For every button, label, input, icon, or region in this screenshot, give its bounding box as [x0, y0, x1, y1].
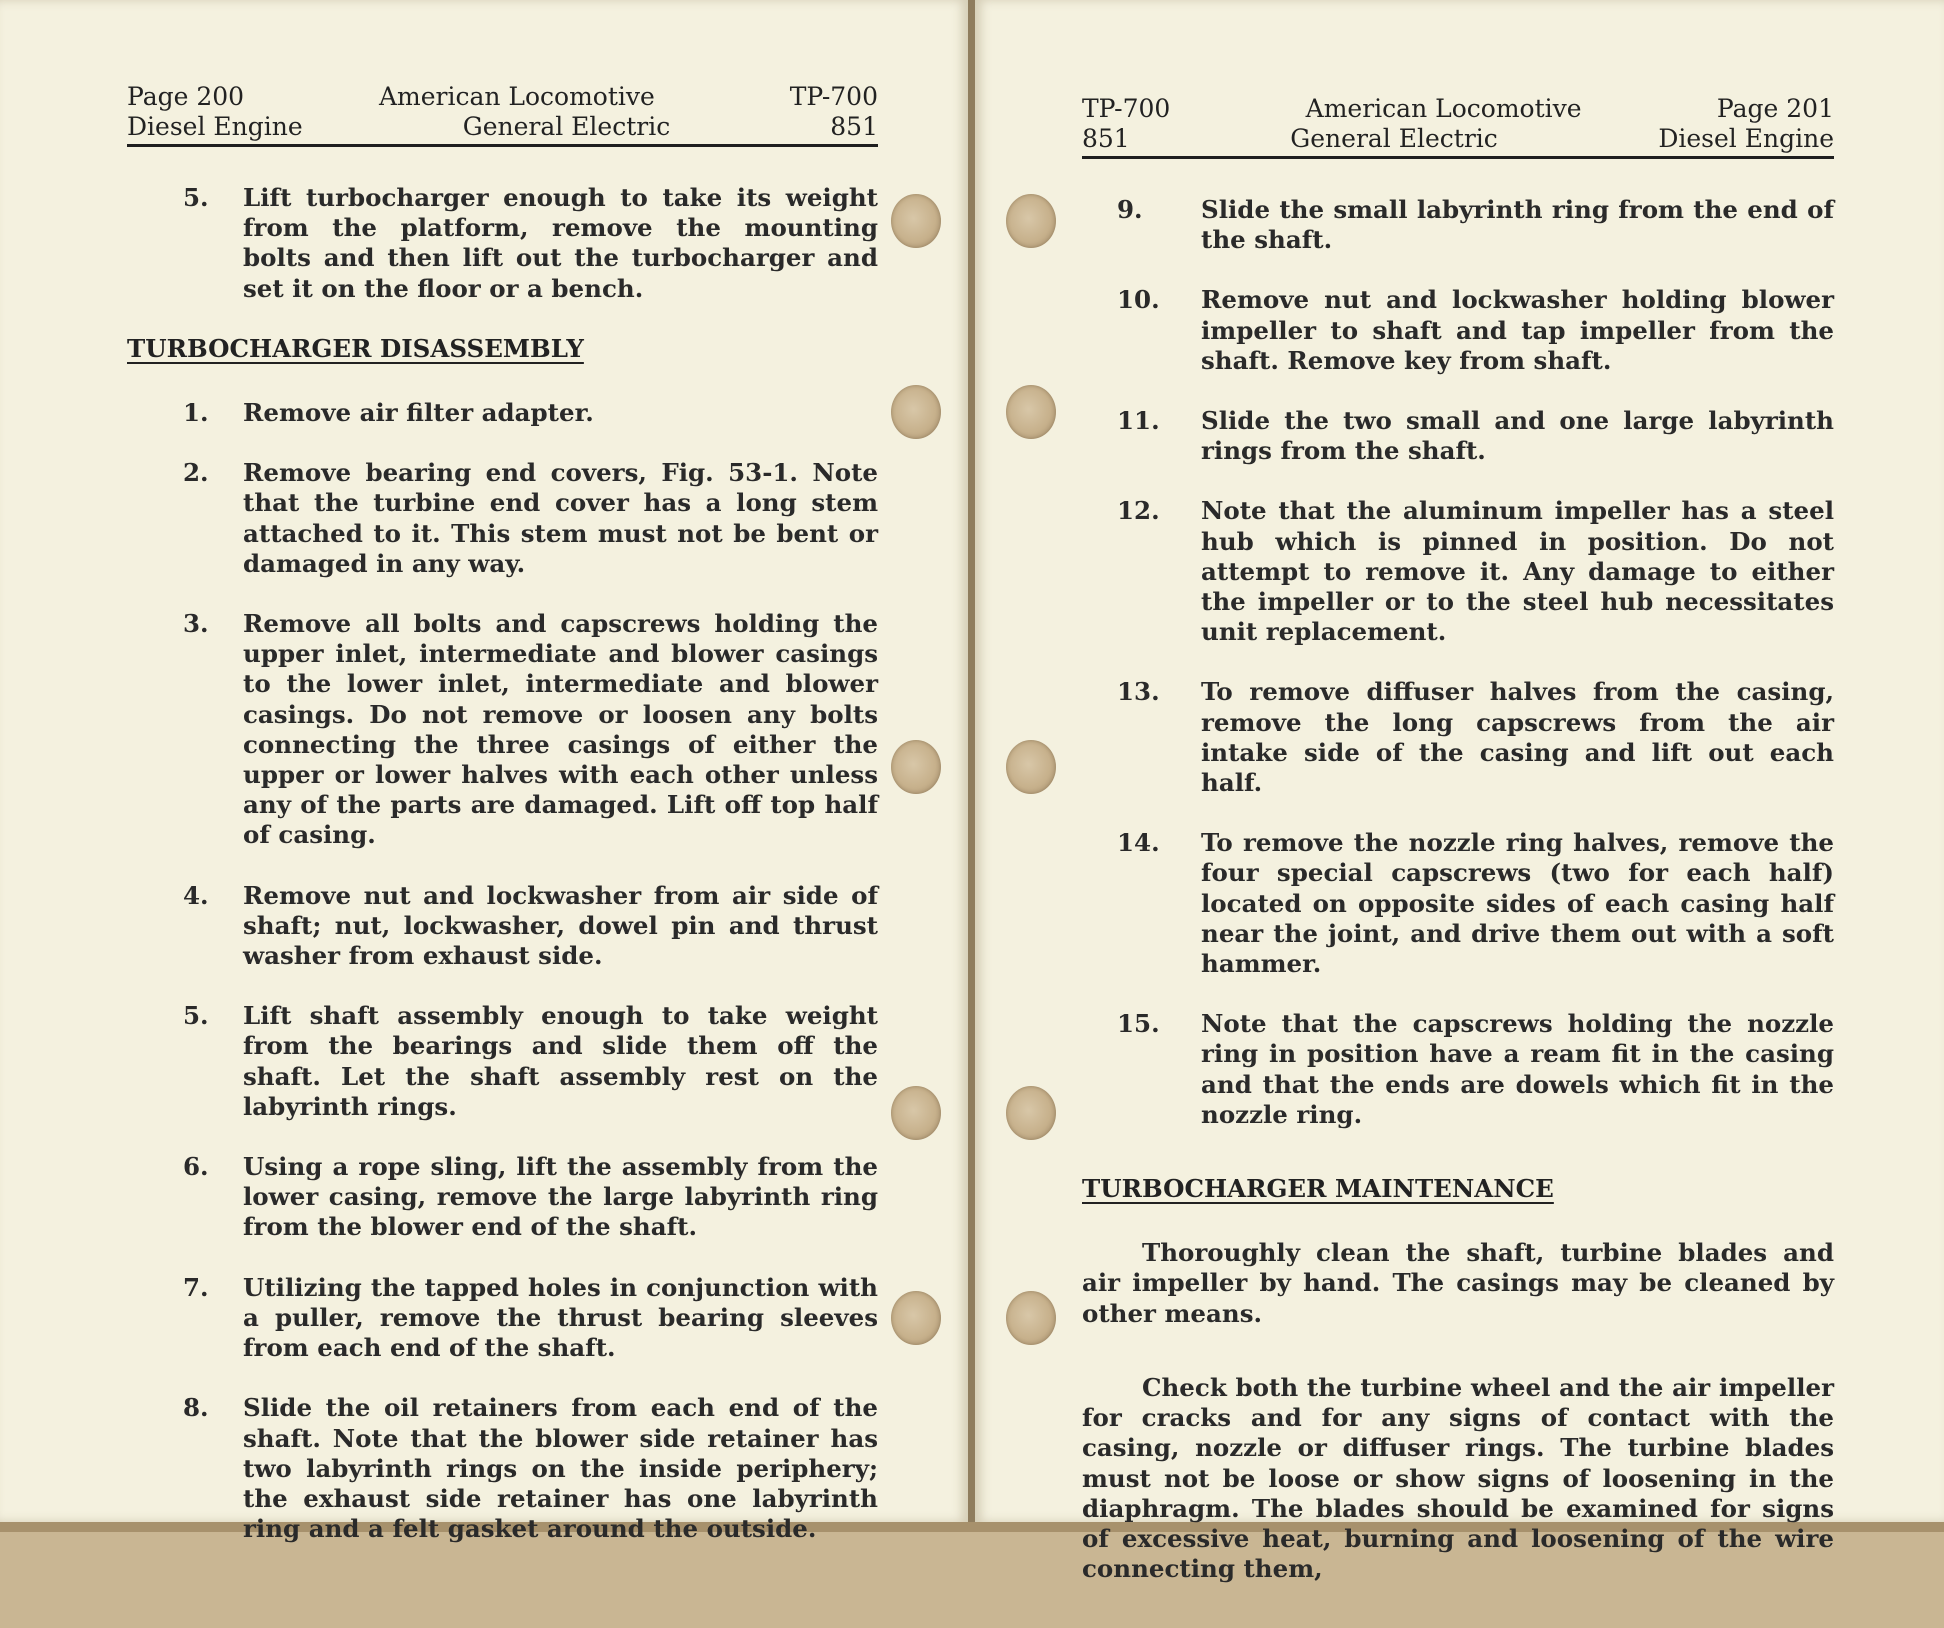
item-number: 4. — [183, 880, 209, 910]
item-text: To remove the nozzle ring halves, remove the four special capscrews (two for each half) located on opposite sides of each casing half near the joint, and drive them out with a soft hammer. — [1201, 828, 1834, 979]
binder-hole — [891, 1086, 941, 1140]
item-text: Slide the small labyrinth ring from the end of the shaft. — [1201, 195, 1834, 255]
item-number: 7. — [183, 1272, 209, 1302]
item-number: 5. — [183, 1001, 209, 1031]
disassembly-steps-continued — [1082, 195, 1834, 1130]
item-number: 3. — [183, 609, 209, 639]
section-title: TURBOCHARGER MAINTENANCE — [1082, 1174, 1554, 1204]
doc-code: 851 — [1082, 124, 1130, 153]
item-number: 2. — [183, 458, 209, 488]
left-page — [0, 0, 968, 1544]
item-number: 9. — [1117, 195, 1143, 224]
paragraph: Thoroughly clean the shaft, turbine blades and air impeller by hand. The casings may be cleaned by other means. — [1082, 1238, 1834, 1328]
right-page — [975, 0, 1944, 1584]
page-number: Page 201 — [1716, 94, 1834, 123]
item-text: Lift turbocharger enough to take its weight from the platform, remove the mounting bolts and then lift out the turbocharger and set it on the floor or a bench. — [243, 183, 878, 303]
binder-hole — [1006, 385, 1056, 439]
item-text: Remove nut and lockwasher holding blower impeller to shaft and tap impeller from the shaft. Remove key from shaft. — [1201, 285, 1834, 375]
list-item — [127, 881, 878, 972]
list-item — [1082, 406, 1834, 466]
item-number: 12. — [1117, 496, 1160, 526]
binder-hole — [891, 1291, 941, 1345]
item-text: Remove air filter adapter. — [243, 398, 594, 428]
item-text: Lift shaft assembly enough to take weight from the bearings and slide them off the shaft. Let the shaft assembly rest on the labyrinth rings. — [243, 1001, 878, 1121]
item-number: 11. — [1117, 406, 1160, 436]
page-number: Page 200 — [127, 82, 245, 111]
item-number: 8. — [183, 1393, 209, 1423]
list-item — [127, 609, 878, 851]
item-number: 13. — [1117, 677, 1160, 707]
item-text: Slide the oil retainers from each end of the shaft. Note that the blower side retainer has two labyrinth rings on the inside periphery; the exhaust side retainer has one labyrinth ring and a felt gasket around the outside. — [243, 1393, 878, 1544]
item-number: 10. — [1117, 285, 1160, 315]
item-text: Remove bearing end covers, Fig. 53-1. Note that the turbine end cover has a long stem attached to it. This stem must not be bent or damaged in any way. — [243, 458, 878, 578]
list-item — [1082, 195, 1834, 255]
binder-hole — [1006, 1086, 1056, 1140]
binder-hole — [891, 194, 941, 248]
item-text: Note that the capscrews holding the nozzle ring in position have a ream fit in the casing and that the ends are dowels which fit in the nozzle ring. — [1201, 1009, 1834, 1129]
list-item — [1082, 285, 1834, 376]
right-page-content — [1082, 195, 1834, 1628]
maintenance-paragraphs — [1082, 1238, 1834, 1584]
item-number: 15. — [1117, 1009, 1160, 1039]
item-text: Remove nut and lockwasher from air side of shaft; nut, lockwasher, dowel pin and thrust washer from exhaust side. — [243, 880, 878, 971]
company-line2: General Electric — [462, 112, 671, 141]
subject: Diesel Engine — [1658, 124, 1834, 153]
binder-hole — [891, 740, 941, 794]
list-item — [127, 1152, 878, 1243]
item-number: 1. — [183, 398, 209, 428]
item-number: 6. — [183, 1152, 209, 1182]
binder-hole — [1006, 194, 1056, 248]
section-title: TURBOCHARGER DISASSEMBLY — [127, 333, 584, 363]
tp-code: TP-700 — [1082, 94, 1171, 123]
tp-code: TP-700 — [789, 82, 878, 111]
item-text: Using a rope sling, lift the assembly from the lower casing, remove the large labyrinth ring from the blower end of the shaft. — [243, 1152, 878, 1242]
list-item — [1082, 1009, 1834, 1130]
left-page-header — [127, 82, 878, 147]
book-gutter — [968, 0, 975, 1532]
list-item — [127, 1393, 878, 1544]
list-item — [1082, 677, 1834, 798]
list-item — [127, 398, 878, 428]
binder-hole — [1006, 740, 1056, 794]
list-item — [127, 458, 878, 579]
company-line1: American Locomotive — [1305, 94, 1582, 123]
item-text: To remove diffuser halves from the casing, remove the long capscrews from the air intake side of the casing and lift out each half. — [1201, 677, 1834, 798]
item-number: 5. — [183, 183, 209, 212]
right-page-header — [1082, 94, 1834, 159]
item-number: 14. — [1117, 828, 1160, 858]
item-text: Slide the two small and one large labyrinth rings from the shaft. — [1201, 406, 1834, 466]
subject: Diesel Engine — [127, 112, 303, 141]
binder-hole — [1006, 1291, 1056, 1345]
list-item — [127, 1273, 878, 1364]
list-item — [127, 1001, 878, 1122]
disassembly-steps — [127, 398, 878, 1544]
item-text: Note that the aluminum impeller has a steel hub which is pinned in position. Do not attempt to remove it. Any damage to either the impeller or to the steel hub necessitates unit replacement. — [1201, 496, 1834, 647]
left-page-content — [127, 183, 878, 1574]
list-item — [1082, 828, 1834, 979]
item-text: Remove all bolts and capscrews holding the upper inlet, intermediate and blower casings to the lower inlet, intermediate and blower casings. Do not remove or loosen any bolts connecting the three casings of either the upper or lower halves with each other unless any of the parts are damaged. Lift off top half of casing. — [243, 609, 878, 850]
binder-hole — [891, 385, 941, 439]
paragraph: Check both the turbine wheel and the air impeller for cracks and for any signs of contact with the casing, nozzle or diffuser rings. The turbine blades must not be loose or show signs of loosening in the diaphragm. The blades should be examined for signs of excessive heat, burning and loosening of the wire connecting them, — [1082, 1372, 1834, 1584]
doc-code: 851 — [830, 112, 878, 141]
list-item — [127, 183, 878, 304]
company-line2: General Electric — [1290, 124, 1498, 153]
item-text: Utilizing the tapped holes in conjunction with a puller, remove the thrust bearing sleeves from each end of the shaft. — [243, 1272, 878, 1363]
list-item — [1082, 496, 1834, 647]
company-line1: American Locomotive — [378, 82, 655, 111]
